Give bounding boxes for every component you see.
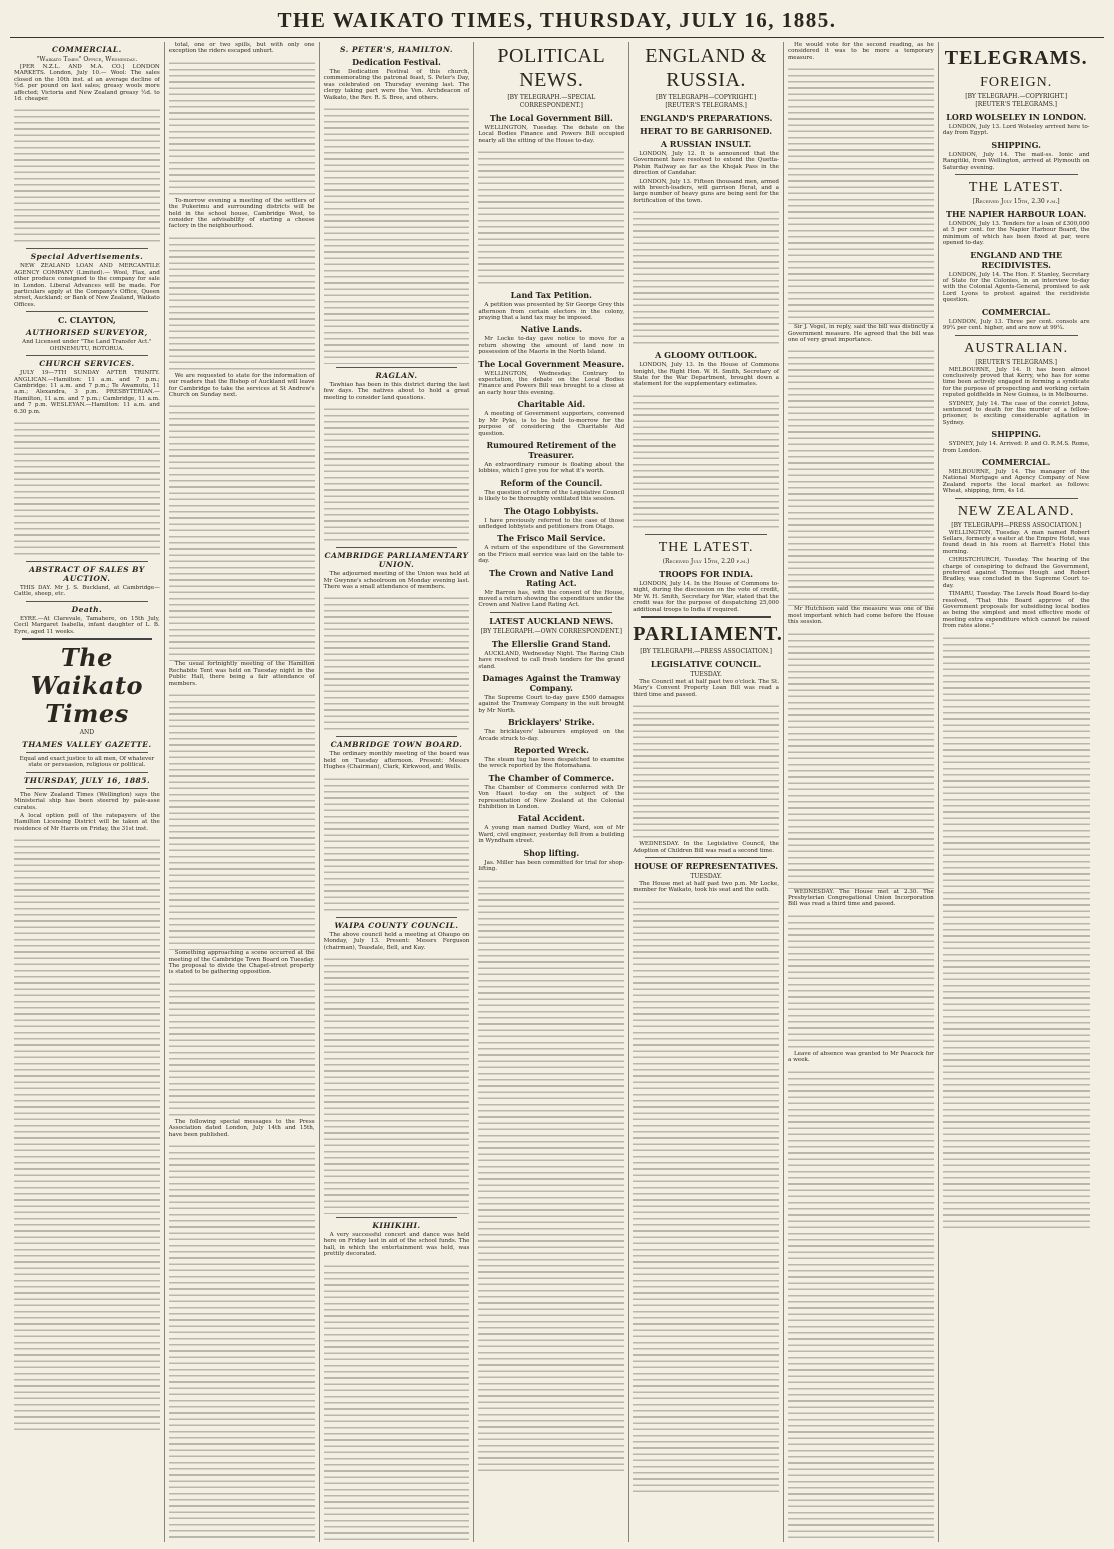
retirement-text: An extraordinary rumour is floating about the lobbies, which I give you for what it's worth. <box>478 461 625 475</box>
charitable-heading: Charitable Aid. <box>517 399 586 410</box>
body-text: LONDON, July 14. In the House of Commons to-night, during the discussion on the vote of credit, Mr W. H. Smith, Secretary for War, stated that the credit was for the purpose of despatching 25,000 additional troops to India if required. <box>633 580 779 613</box>
body-text: Mr Hutchison said the measure was one of the most important which had come before the House this session. <box>787 606 934 626</box>
divider <box>26 561 148 562</box>
foreign-heading: FOREIGN. <box>980 75 1053 90</box>
recidivistes-heading: ENGLAND AND THE RECIDIVISTES. <box>970 249 1063 270</box>
local-measure-heading: The Local Government Measure. <box>478 358 625 369</box>
parliament-sub: [BY TELEGRAPH.—PRESS ASSOCIATION.] <box>640 647 772 655</box>
special-ad-text: NEW ZEALAND LOAN AND MERCANTILE AGENCY COMPANY (Limited).— Wool, Flax, and other produce consigned to the company for sale in London. Liberal Advances will be made. For particulars apply at the Company's Office, Queen street, Auckland; or Bank of New Zealand, Waikato Offices. <box>14 263 160 308</box>
divider <box>26 788 148 789</box>
otago-heading: The Otago Lobbyists. <box>504 505 599 516</box>
outlook-heading: A GLOOMY OUTLOOK. <box>655 350 758 361</box>
divider <box>955 335 1078 336</box>
body-text: LONDON, July 13. In the House of Commons tonight, the Right Hon. W. H. Smith, Secretary of State for the War Department, brought down a statement for the supplementary estimates. <box>633 362 779 388</box>
st-peters-sub: Dedication Festival. <box>352 57 441 67</box>
commercial-sub: "Waikato Times" Office, Wednesday. <box>36 56 138 63</box>
divider <box>336 736 458 737</box>
body-text: Sir J. Vogel, in reply, said the bill was distinctly a Government measure. He agreed that the bill was one of very great importance. <box>787 324 934 344</box>
abstract-heading: ABSTRACT OF SALES BY AUCTION. <box>29 564 145 583</box>
body-text: The following special messages to the Press Association dated London, July 14th and 15th, have been published. <box>168 1118 315 1138</box>
st-peters-text: The Dedication Festival of this church, commemorating the patronal feast, S. Peter's Day, was celebrated on Thursday evening last. The clergy taking part were the Ven. Archdeacon of Waikato, the Rev. R. S. Bree, and others. <box>323 69 470 101</box>
text-block <box>14 105 160 245</box>
column-5 <box>629 42 784 1542</box>
st-peters-heading: S. PETER'S, HAMILTON. <box>340 45 453 54</box>
australian-sub: [REUTER'S TELEGRAMS.] <box>975 358 1057 366</box>
local-govt-text: WELLINGTON, Tuesday. The debate on the Local Bodies Finance and Powers Bill occupied nearly all the sitting of the House to-day. <box>478 125 625 144</box>
kihikihi-heading: KIHIKIHI. <box>372 1220 421 1230</box>
town-board-text: The ordinary monthly meeting of the board was held on Tuesday afternoon. Present: Messrs Hughes (Chairman), Clark, Kirkwood, and Wells. <box>323 751 470 771</box>
herat-heading: HERAT TO BE GARRISONED. <box>640 126 772 136</box>
church-heading: CHURCH SERVICES. <box>39 359 135 369</box>
text-block <box>169 233 315 373</box>
waipa-heading: WAIPA COUNTY COUNCIL. <box>334 920 459 930</box>
raglan-text: Tawhiao has been in this district during the last few days. The natives about to hold a great meeting to consider land questions. <box>323 382 470 401</box>
cambridge-union-text: The adjourned meeting of the Union was held at Mr Gwynne's schoolroom on Monday evening last. There was a small attendance of members. <box>323 571 470 591</box>
body-text: LONDON, July 13. Lord Wolseley arrived here to-day from Egypt. <box>942 124 1090 137</box>
council-day: TUESDAY. <box>690 670 722 678</box>
text-block <box>633 897 779 1497</box>
columns <box>10 42 1104 1542</box>
text-block <box>324 104 470 364</box>
commercial-text: [PER N.Z.L. AND M.A. CO.] LONDON MARKETS. London, July 10.— Wool: The sales closed on the 10th inst. at an average decline of ½d. per pound on last sales; greasy wools more affected; Victoria and New Zealand greasy ½d. to 1d. cheaper. <box>14 64 160 103</box>
text-block <box>478 147 624 287</box>
text-block <box>788 1067 934 1542</box>
divider <box>336 917 458 918</box>
body-text: SYDNEY, July 14. Arrived: P. and O. R.M.S. Rome, from London. <box>942 441 1090 454</box>
masthead: THE WAIKATO TIMES, THURSDAY, JULY 16, 1885. <box>10 8 1104 38</box>
divider <box>26 752 148 753</box>
preparations-heading: ENGLAND'S PREPARATIONS. <box>639 113 773 123</box>
text-block <box>478 876 624 1476</box>
reform-heading: Reform of the Council. <box>500 477 603 488</box>
shop-heading: Shop lifting. <box>523 847 580 858</box>
reps-day: TUESDAY. <box>690 872 722 880</box>
raglan-heading: RAGLAN. <box>375 371 418 381</box>
wreck-heading: Reported Wreck. <box>513 745 589 756</box>
text-block <box>324 774 470 914</box>
otago-text: I have previously referred to the case of those unfledged lobbyists and petitioners from Otago. <box>478 517 625 530</box>
motto: Equal and exact justice to all men, Of whatever state or persuasion, religious or political. <box>19 755 155 769</box>
body-text: Something approaching a scene occurred at the meeting of the Cambridge Town Board on Tuesday. The proposal to divide the Chapel-street property is stated to be gathering opposition. <box>168 950 315 976</box>
body-text: The Council met at half past two o'clock. The St. Mary's Convent Property Loan Bill was read a third time and passed. <box>633 678 779 698</box>
body-text: He would vote for the second reading, as he considered it was to be more a temporary measure. <box>787 42 934 61</box>
text-block <box>324 1261 470 1542</box>
fatal-text: A young man named Dudley Ward, son of Mr Ward, civil engineer, yesterday fell from a building in Wyndham street. <box>478 825 625 845</box>
shipping-heading: SHIPPING. <box>991 139 1041 150</box>
retirement-heading: Rumoured Retirement of the Treasurer. <box>486 439 617 460</box>
divider <box>336 547 458 548</box>
text-block <box>14 418 160 558</box>
damages-text: The Supreme Court to-day gave £500 damages against the Tramway Company in the suit brought by Mr North. <box>478 695 625 714</box>
napier-heading: THE NAPIER HARBOUR LOAN. <box>946 209 1087 220</box>
text-block <box>324 593 470 733</box>
text-block <box>324 954 470 1214</box>
church-text: JULY 19—7TH SUNDAY AFTER TRINITY. ANGLICAN.—Hamilton: 11 a.m. and 7 p.m.; Cambridge: 11 a.m. and 7 p.m.; Te Awamutu, 11 a.m.; Alexandra, 3 p.m. PRESBYTERIAN.—Hamilton, 11 a.m. and 7 p.m.; Cambridge, 11 a.m. and 7 p.m. WESLEYAN.—Hamilton: 11 a.m. and 6.30 p.m. <box>14 370 160 415</box>
foreign-sub2: [REUTER'S TELEGRAMS.] <box>975 101 1057 108</box>
divider <box>26 311 148 312</box>
divider <box>336 367 458 368</box>
text-block <box>14 835 160 1435</box>
nz-sub: [BY TELEGRAPH—PRESS ASSOCIATION.] <box>951 521 1082 529</box>
political-news-sub: [BY TELEGRAPH.—SPECIAL CORRESPONDENT.] <box>507 94 596 109</box>
body-text: A local option poll of the ratepayers of the Hamilton Licensing District will be taken at the residence of Mr Harris on Friday, the 31st inst. <box>14 813 160 832</box>
body-text: MELBOURNE, July 14. It has been almost conclusively proved that Kerry, who has for some time been actively engaged in forming a syndicate for the purpose of prospecting and working certain reputed goldfields in New Guinea, is in Melbourne. <box>942 366 1090 399</box>
native-lands-heading: Native Lands. <box>520 324 582 335</box>
ellerslie-heading: The Ellerslie Grand Stand. <box>491 638 611 649</box>
text-block <box>633 701 779 841</box>
body-text: LONDON, July 13. Fifteen thousand men, armed with breech-loaders, will garrison Herat, and a large number of heavy guns are being sent for the fortification of the town. <box>633 178 779 204</box>
frisco-heading: The Frisco Mail Service. <box>497 533 606 544</box>
latest-sub: [Received July 15th, 2.30 p.m.] <box>972 198 1060 206</box>
shop-text: Jas. Miller has been committed for trial for shop-lifting. <box>478 859 625 873</box>
body-text: WELLINGTON, Tuesday. A man named Robert Sellars, formerly a waiter at the Empire Hotel, was found dead in his room at Barrett's Hotel this morning. <box>942 529 1090 555</box>
commerce-heading: The Chamber of Commerce. <box>488 772 614 783</box>
political-news-heading: POLITICAL NEWS. <box>497 45 606 91</box>
england-russia-heading: ENGLAND & RUSSIA. <box>645 45 767 91</box>
body-text: LONDON, July 14. The mail-ss. Ionic and Rangitiki, from Wellington, arrived at Plymouth on Saturday evening. <box>942 151 1090 171</box>
cambridge-union-heading: CAMBRIDGE PARLIAMENTARY UNION. <box>324 551 469 570</box>
divider <box>336 1217 458 1218</box>
latest-sub: (Received July 15th, 2.20 p.m.) <box>662 557 750 565</box>
land-tax-text: A petition was presented by Sir George Grey this afternoon from certain electors in the colony, praying that a land tax may be imposed. <box>478 302 625 322</box>
kihikihi-text: A very successful concert and dance was held here on Friday last in aid of the school funds. The hall, in which the entertainment was held, was prettily decorated. <box>323 1231 470 1258</box>
column-1 <box>10 42 165 1542</box>
text-block <box>169 979 315 1119</box>
australian-shipping-heading: SHIPPING. <box>991 429 1041 440</box>
bricklayers-text: The bricklayers' labourers employed on the Arcade struck to-day. <box>478 729 625 742</box>
body-text: WEDNESDAY. The House met at 2.30. The Presbyterian Congregational Union Incorporation Bill was read a third time and passed. <box>787 888 934 908</box>
body-text: To-morrow evening a meeting of the settlers of the Pukerimu and surrounding districts will be held in the school house, Cambridge West, to consider the advisability of starting a cheese factory in the neighbourhood. <box>168 197 315 230</box>
bricklayers-heading: Bricklayers' Strike. <box>508 717 595 728</box>
text-block <box>788 629 934 889</box>
column-2 <box>165 42 320 1542</box>
divider <box>645 857 767 858</box>
text-block <box>169 690 315 950</box>
reform-text: The question of reform of the Legislative Council is likely to be thoroughly ventilated this session. <box>478 489 625 503</box>
latest-auckland-sub: [BY TELEGRAPH.—OWN CORRESPONDENT.] <box>480 627 622 635</box>
waipa-text: The above council held a meeting at Ohaupo on Monday, July 13. Present: Messrs Ferguson (chairman), Teasdale, Bell, and Kay. <box>323 931 470 951</box>
body-text: The House met at half past two p.m. Mr Locke, member for Waikato, took his seat and the oath. <box>633 880 779 894</box>
text-block <box>169 1141 315 1542</box>
latest-heading: THE LATEST. <box>968 180 1064 196</box>
abstract-text: THIS DAY. Mr J. S. Buckland, at Cambridge—Cattle, sheep, etc. <box>14 584 160 598</box>
divider <box>645 534 767 535</box>
paper-title: The Waikato Times <box>30 642 144 728</box>
death-text: EYRE.—At Clarevale, Tamahere, on 15th July, Cecil Margaret Isabella, infant daughter of L. B. Eyre, aged 11 weeks. <box>14 615 160 635</box>
fatal-heading: Fatal Accident. <box>517 813 585 824</box>
england-russia-sub2: [REUTER'S TELEGRAMS.] <box>665 102 747 109</box>
divider <box>26 248 148 249</box>
column-7 <box>939 42 1094 1542</box>
australian-commercial-heading: COMMERCIAL. <box>981 456 1051 467</box>
damages-heading: Damages Against the Tramway Company. <box>482 673 621 693</box>
text-block <box>633 207 779 347</box>
body-text: CHRISTCHURCH, Tuesday. The hearing of the charge of conspiring to defraud the Government, preferred against Thomas Hough and Robert Bradley, was concluded in the Supreme Court to-day. <box>942 557 1090 589</box>
text-block <box>788 911 934 1051</box>
wolseley-heading: LORD WOLSELEY IN LONDON. <box>946 112 1087 122</box>
divider <box>955 498 1078 499</box>
latest-auckland-heading: LATEST AUCKLAND NEWS. <box>489 615 614 626</box>
body-text: SYDNEY, July 14. The case of the convict Johns, sentenced to death for the murder of a fellow-prisoner, is exciting considerable agitation in Sydney. <box>942 400 1090 426</box>
town-board-heading: CAMBRIDGE TOWN BOARD. <box>330 740 463 750</box>
date-line: THURSDAY, JULY 16, 1885. <box>23 775 151 785</box>
clayton-name: C. CLAYTON, <box>57 315 116 326</box>
charitable-text: A meeting of Government supporters, convened by Mr Pyke, is to be held to-morrow for the purpose of considering the Charitable Aid question. <box>478 411 625 437</box>
text-block <box>788 64 934 324</box>
ellerslie-text: AUCKLAND, Wednesday Night. The Racing Club have resolved to call fresh tenders for the grand stand. <box>478 650 625 670</box>
divider <box>955 174 1078 175</box>
body-text: LONDON, July 14. The Hon. F. Stanley, Secretary of State for the Colonies, in an interview to-day with the Colonial Agents-General, promised to ask Lord Lyons to protest against the recidiviste question. <box>942 271 1090 304</box>
special-ads-heading: Special Advertisements. <box>30 252 144 262</box>
divider <box>490 612 612 613</box>
body-text: The usual fortnightly meeting of the Hamilton Rechabite Tent was held on Tuesday night in the Public Hall, there being a fair attendance of members. <box>168 661 315 687</box>
divider <box>26 772 148 773</box>
commercial-heading: COMMERCIAL. <box>52 45 122 54</box>
troops-heading: TROOPS FOR INDIA. <box>659 568 754 579</box>
body-text: LONDON, July 13. Three per cent. consols are 99¼ per cent. higher, and are now at 99¼. <box>942 318 1090 332</box>
paper-and: AND <box>79 728 95 736</box>
column-6 <box>784 42 939 1542</box>
foreign-sub: [BY TELEGRAPH.—COPYRIGHT.] <box>965 93 1068 100</box>
body-text: LONDON, July 13. Tenders for a loan of £300,000 at 5 per cent. for the Napier Harbour Board, the minimum of which has been fixed at par, were opened to-day. <box>942 221 1090 247</box>
local-govt-heading: The Local Government Bill. <box>489 113 613 123</box>
england-russia-sub: [BY TELEGRAPH—COPYRIGHT.] <box>656 94 757 101</box>
body-text: LONDON, July 12. It is announced that the Government have resolved to extend the Quetta-Pishin Railway as far as the Khojak Pass in the direction of Candahar. <box>633 151 779 177</box>
telegrams-heading: TELEGRAMS. <box>944 47 1088 69</box>
body-text: TIMARU, Tuesday. The Levels Road Board to-day resolved, "That this Board approve of the Government proposals for subsidising local bodies as being the simplest and most effective mode of meeting extra expenditure which cannot be raised from rates alone." <box>942 591 1090 630</box>
body-text: The New Zealand Times (Wellington) says the Ministerial ship has been steered by pale-asse curates. <box>14 791 160 811</box>
paper-subtitle: THAMES VALLEY GAZETTE. <box>22 739 152 749</box>
commercial-heading: COMMERCIAL. <box>981 306 1051 317</box>
nz-heading: NEW ZEALAND. <box>957 503 1075 519</box>
divider <box>641 616 771 618</box>
death-heading: Death. <box>71 604 103 614</box>
native-lands-text: Mr Locke to-day gave notice to move for a return showing the amount of land now in possession of the Maoris in the North Island. <box>478 336 625 356</box>
body-text: MELBOURNE, July 14. The manager of the National Mortgage and Agency Company of New Zealand reports the local market as follows: Wheat, shipping, firm, 4s 1d. <box>942 468 1090 495</box>
text-block <box>788 346 934 606</box>
text-block <box>633 391 779 531</box>
frisco-text: A return of the expenditure of the Government on the Frisco mail service was laid on the table to-day. <box>478 545 625 565</box>
divider <box>26 355 148 356</box>
body-text: Leave of absence was granted to Mr Peacock for a week. <box>787 1050 934 1064</box>
clayton-title: AUTHORISED SURVEYOR, <box>26 328 148 338</box>
commerce-text: The Chamber of Commerce conferred with Dr Von Haast to-day on the subject of the representation of New Zealand at the Colonial Exhibition in London. <box>478 784 625 811</box>
wreck-text: The steam tug has been despatched to examine the wreck reported by the Rotomahana. <box>478 757 625 770</box>
parliament-heading: PARLIAMENT. <box>633 622 783 645</box>
text-block <box>169 401 315 661</box>
text-block <box>943 633 1090 1233</box>
local-measure-text: WELLINGTON, Wednesday. Contrary to expectation, the debate on the Local Bodies Finance and Powers Bill was brought to a close at an early hour this evening. <box>478 370 625 396</box>
body-text: total, one or two spills, but with only one exception the riders escaped unhurt. <box>168 42 315 55</box>
australian-heading: AUSTRALIAN. <box>964 340 1069 356</box>
land-tax-heading: Land Tax Petition. <box>510 290 592 301</box>
body-text: We are requested to state for the information of our readers that the Bishop of Auckland will leave for Cambridge to take the services at St Andrew's Church on Sunday next. <box>168 372 315 399</box>
column-3 <box>320 42 475 1542</box>
insult-heading: A RUSSIAN INSULT. <box>660 139 752 149</box>
clayton-sub: And Licensed under "The Land Transfer Act." OHINEMUTU, ROTORUA. <box>22 339 152 352</box>
divider <box>26 601 148 602</box>
crown-heading: The Crown and Native Land Rating Act. <box>489 567 614 588</box>
council-heading: LEGISLATIVE COUNCIL. <box>650 658 762 669</box>
crown-text: Mr Barron has, with the consent of the House, moved a return showing the expenditure under the Crown and Native Land Rating Act. <box>478 589 625 609</box>
body-text: WEDNESDAY. In the Legislative Council, the Adoption of Children Bill was read a second time. <box>633 841 779 854</box>
reps-heading: HOUSE OF REPRESENTATIVES. <box>634 860 779 871</box>
text-block <box>169 58 315 198</box>
divider <box>22 638 152 640</box>
column-4 <box>474 42 629 1542</box>
latest-heading: THE LATEST. <box>658 539 754 555</box>
text-block <box>324 404 470 544</box>
